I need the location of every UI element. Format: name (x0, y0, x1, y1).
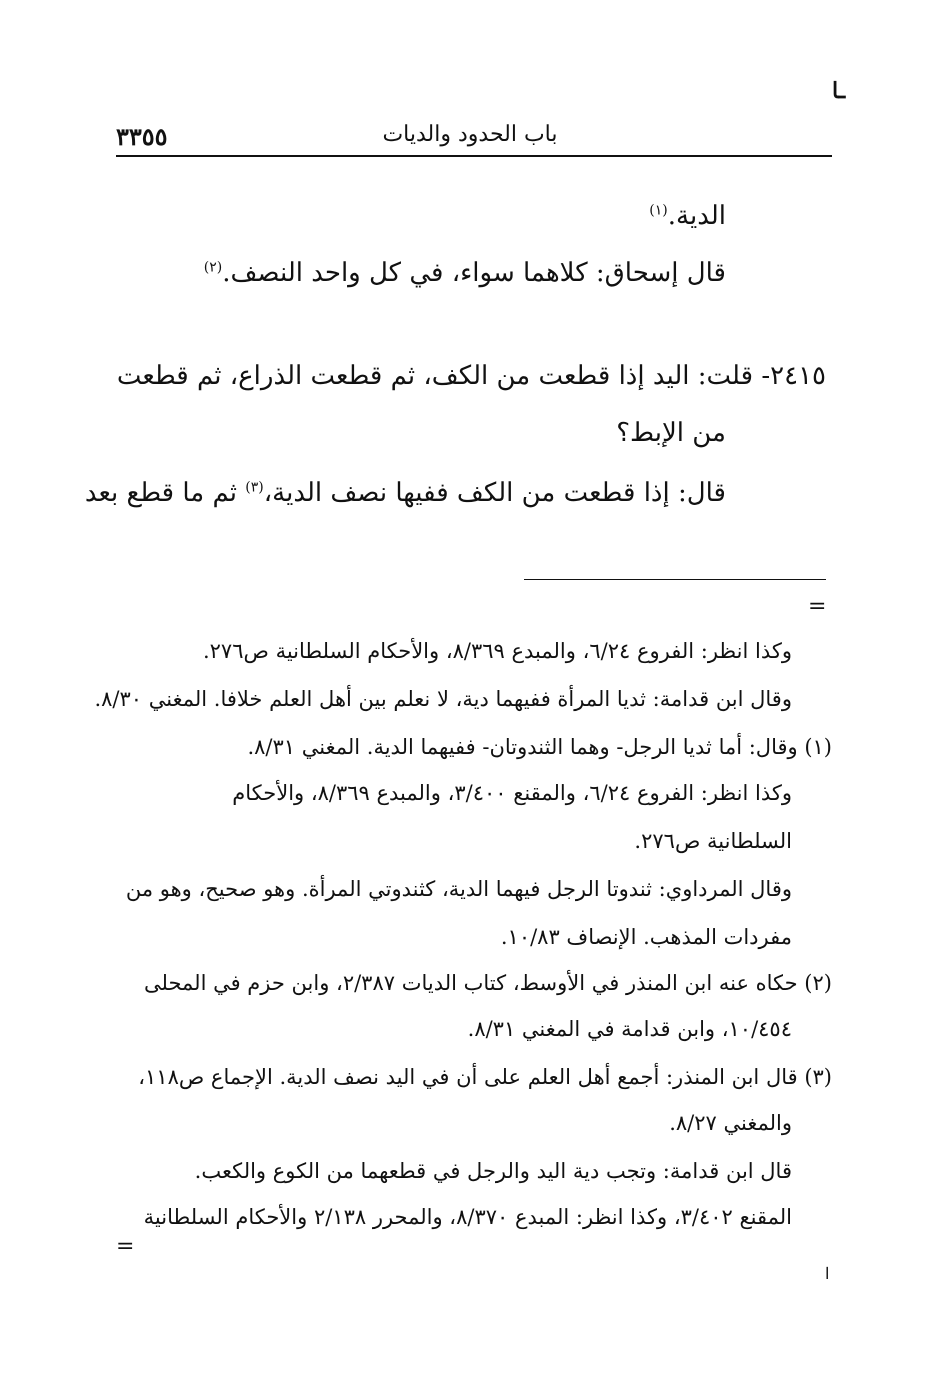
footnote-line: السلطانية ص٢٧٦. (634, 829, 792, 853)
footnote-ref-3[interactable]: (٣) (245, 479, 264, 496)
footnote-line: مفردات المذهب. الإنصاف ١٠/٨٣. (500, 925, 792, 949)
footnote-line: ١٠/٤٥٤، وابن قدامة في المغني ٨/٣١. (467, 1017, 792, 1041)
main-line-1 (649, 196, 726, 236)
continuation-mark-top: = (808, 594, 827, 619)
footnote-line: (٣) قال ابن المنذر: أجمع أهل العلم على أن في اليد نصف الدية. الإجماع ص١١٨، (138, 1065, 832, 1089)
footnote-line: المقنع ٣/٤٠٢، وكذا انظر: المبدع ٨/٣٧٠، والمحرر ٢/١٣٨ والأحكام السلطانية (143, 1205, 792, 1229)
line-text: الدية. (667, 201, 726, 231)
footnote-line: والمغني ٨/٢٧. (669, 1111, 792, 1135)
main-line-4: من الإبط؟ (616, 418, 726, 448)
header-rule (116, 155, 832, 157)
footnote-line: وكذا انظر: الفروع ٦/٢٤، والمبدع ٨/٣٦٩، والأحكام السلطانية ص٢٧٦. (202, 639, 792, 663)
footnote-line: وقال المرداوي: ثندوتا الرجل فيهما الدية، كثندوتي المرأة. وهو صحيح، وهو من (125, 877, 792, 901)
main-line-3: ٢٤١٥- قلت: اليد إذا قطعت من الكف، ثم قطعت الذراع، ثم قطعت (116, 361, 826, 391)
main-line-5 (85, 473, 726, 513)
footnote-line: قال ابن قدامة: وتجب دية اليد والرجل في قطعهما من الكوع والكعب. (194, 1159, 792, 1183)
footnote-line: وكذا انظر: الفروع ٦/٢٤، والمقنع ٣/٤٠٠، والمبدع ٨/٣٦٩، والأحكام (232, 781, 792, 805)
page-number: ٣٣٥٥ (116, 122, 168, 151)
line-text: قال: إذا قطعت من الكف ففيها نصف الدية، (263, 478, 726, 508)
footnote-ref-1[interactable]: (١) (649, 202, 668, 219)
footnote-line: (١) وقال: أما ثديا الرجل- وهما الثندوتان- ففيهما الدية. المغني ٨/٣١. (247, 735, 832, 759)
main-line-2 (204, 253, 726, 293)
footer-corner-mark: ا (825, 1264, 830, 1283)
line-text: ثم ما قطع بعد (84, 478, 246, 508)
footnote-ref-2[interactable]: (٢) (203, 259, 223, 276)
footnote-line: وقال ابن قدامة: ثديا المرأة ففيهما دية، لا نعلم بين أهل العلم خلافا. المغني ٨/٣٠. (94, 687, 792, 711)
footnote-line: (٢) حكاه عنه ابن المنذر في الأوسط، كتاب الديات ٢/٣٨٧، وابن حزم في المحلى (144, 971, 832, 995)
footnote-separator (524, 579, 826, 580)
running-title: باب الحدود والديات (382, 122, 558, 147)
line-text: قال إسحاق: كلاهما سواء، في كل واحد النصف. (222, 258, 726, 288)
continuation-mark-bottom: = (116, 1234, 135, 1259)
corner-mark: ـا (832, 78, 846, 104)
